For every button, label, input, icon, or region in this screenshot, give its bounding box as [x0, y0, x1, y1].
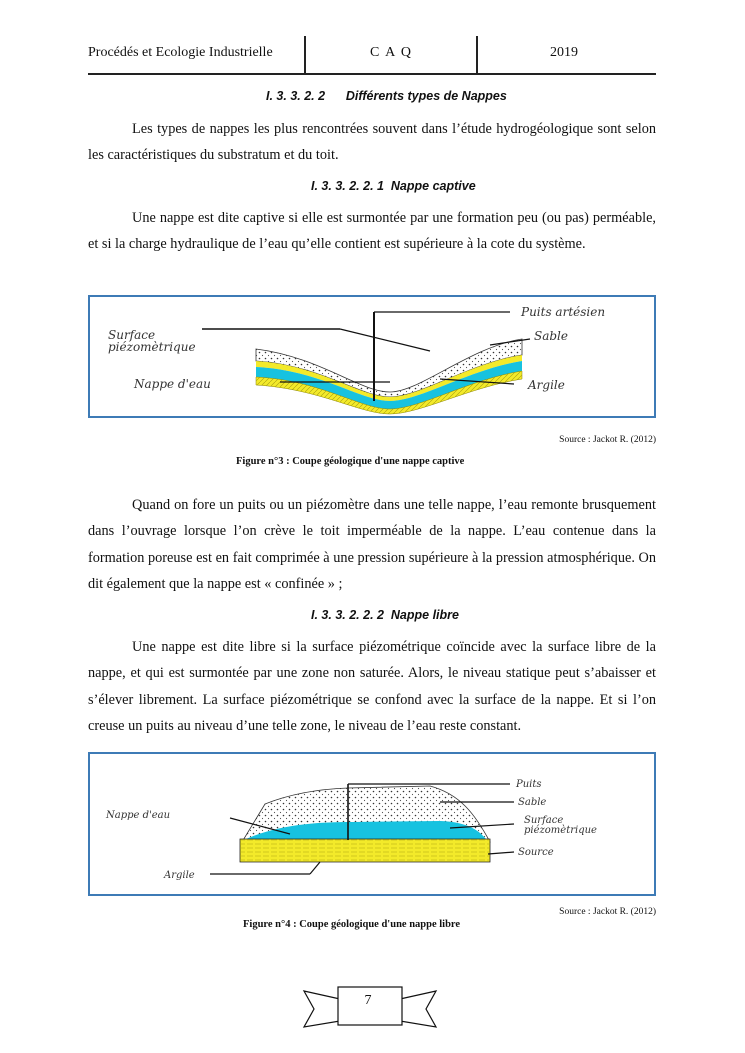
label-nappe-eau: Nappe d'eau	[106, 810, 171, 821]
header-course-title: Procédés et Ecologie Industrielle	[88, 45, 273, 60]
label-argile: Argile	[164, 870, 195, 881]
page-number: 7	[364, 993, 372, 1008]
header-course-code: C A Q	[370, 45, 413, 60]
figure3-caption: Figure n°3 : Coupe géologique d'une nappe captive	[236, 456, 465, 467]
label-sable: Sable	[534, 329, 568, 343]
captive-aquifer-diagram	[90, 297, 654, 416]
paragraph-captive-forage: Quand on fore un puits ou un piézomètre dans une telle nappe, l’eau remonte brusquement dans l’ouvrage lorsque l’on crève le toit imperméable de la nappe. L’eau contenue dans la formation poreuse est en fait comprimée à une pression supérieure à la pression atmosphérique. On dit également que la nappe est « confinée » ;	[88, 497, 656, 593]
paragraph-captive-definition: Une nappe est dite captive si elle est surmontée par une formation peu (ou pas) perméable, et si la charge hydraulique de l’eau qu’elle contient est supérieure à la cote du système.	[88, 210, 656, 253]
label-nappe-eau: Nappe d'eau	[134, 377, 211, 391]
label-surface-piezometrique-1: Surface	[108, 328, 156, 342]
paragraph-intro: Les types de nappes les plus rencontrées souvent dans l’étude hydrogéologique sont selon les caractéristiques du substratum et du toit.	[88, 121, 656, 164]
section-heading-types: I. 3. 3. 2. 2 Différents types de Nappes	[266, 89, 507, 103]
paragraph-libre-definition: Une nappe est dite libre si la surface piézométrique coïncide avec la surface libre de la nappe, et qui est surmontée par une zone non saturée. Alors, le niveau statique peut s’abaisser et s’élever librement. La surface piézométrique se confond avec la surface de la nappe. Et si l’on creuse un puits au niveau d’une telle zone, le niveau de l’eau reste constant.	[88, 639, 656, 735]
figure4-source: Source : Jackot R. (2012)	[559, 907, 656, 917]
label-surface-piezometrique-2: piézomètrique	[524, 825, 597, 836]
figure3-source: Source : Jackot R. (2012)	[559, 435, 656, 445]
header-separator	[304, 36, 306, 74]
label-surface-piezometrique-1: Surface	[524, 815, 564, 826]
header-year: 2019	[550, 45, 578, 60]
label-puits: Puits	[516, 779, 542, 790]
label-puits-artesien: Puits artésien	[521, 305, 606, 319]
label-surface-piezometrique-2: piézomètrique	[108, 340, 196, 354]
page-footer	[300, 985, 440, 1030]
unconfined-aquifer-diagram	[90, 754, 654, 894]
section-heading-captive: I. 3. 3. 2. 2. 1 Nappe captive	[311, 179, 476, 193]
section-heading-libre: I. 3. 3. 2. 2. 2 Nappe libre	[311, 608, 459, 622]
figure4-caption: Figure n°4 : Coupe géologique d'une nappe libre	[243, 919, 461, 930]
header-separator	[476, 36, 478, 74]
header-rule	[88, 73, 656, 75]
label-source: Source	[518, 847, 554, 858]
figure-captive-aquifer	[88, 295, 656, 418]
label-argile: Argile	[528, 378, 565, 392]
figure-unconfined-aquifer	[88, 752, 656, 896]
page-header	[88, 36, 656, 76]
label-sable: Sable	[518, 797, 547, 808]
